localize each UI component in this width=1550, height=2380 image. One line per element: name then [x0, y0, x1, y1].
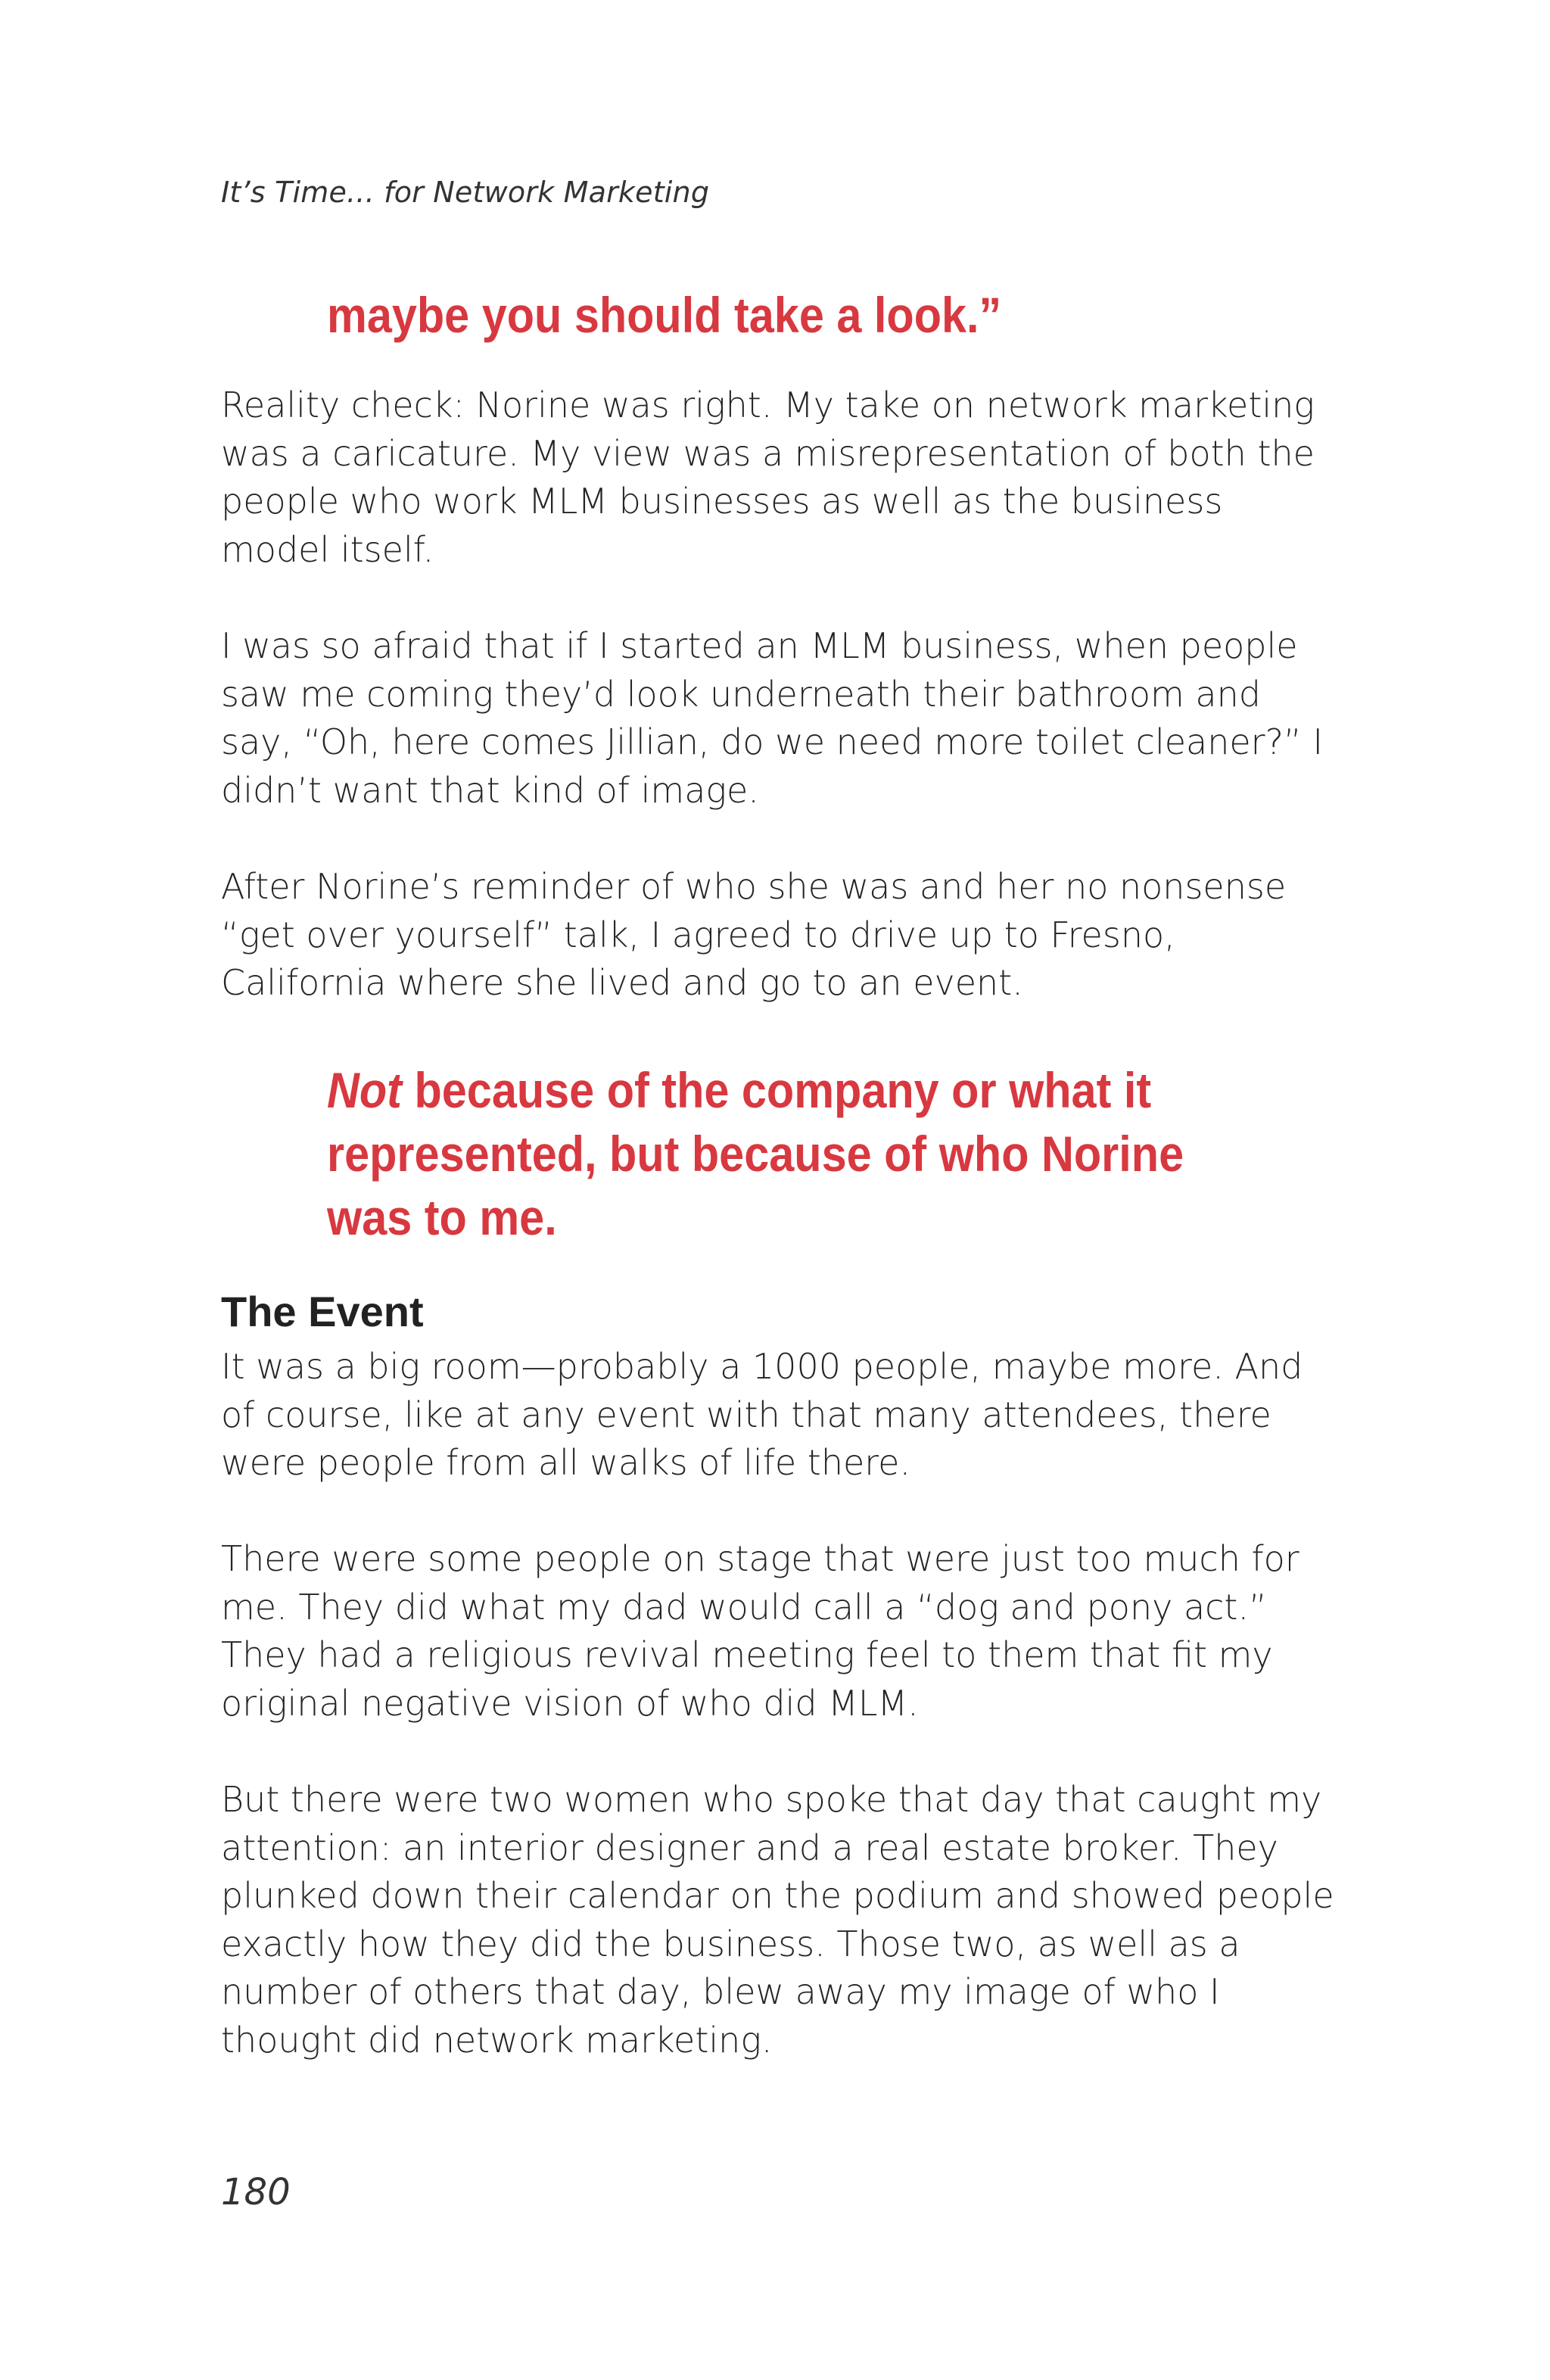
- pull-quote-text: because of the company or what it represented, but because of who Norine was to me.: [327, 1062, 1184, 1245]
- page-number: 180: [221, 2171, 291, 2213]
- paragraph: It was a big room—probably a 1000 people, maybe more. And of course, like at any event with that many attendees, there were people from all walks of life there.: [221, 1346, 1303, 1483]
- paragraph: After Norine’s reminder of who she was and her no nonsense “get over yourself” talk, I agreed to drive up to Fresno, California where she lived and go to an event.: [221, 866, 1287, 1003]
- pull-quote: [327, 1058, 1233, 1249]
- running-head: It’s Time... for Network Marketing: [221, 176, 710, 209]
- paragraph: But there were two women who spoke that day that caught my attention: an interior designer and a real estate broker. They plunked down their calendar on the podium and showed people exactly how they did the business. Those two, as well as a number of others that day, blew away my image of who I thought did network marketing.: [221, 1779, 1334, 2061]
- paragraph: I was so afraid that if I started an MLM business, when people saw me coming they’d look underneath their bathroom and say, “Oh, here comes Jillian, do we need more toilet cleaner?” I didn’t want that kind of image.: [221, 625, 1324, 811]
- pull-quote: maybe you should take a look.”: [327, 287, 1002, 343]
- paragraph: There were some people on stage that were just too much for me. They did what my dad would call a “dog and pony act.” They had a religious revival meeting feel to them that fit my original negative vision of who did MLM.: [221, 1538, 1299, 1724]
- paragraph: Reality check: Norine was right. My take on network marketing was a caricature. My view was a misrepresentation of both the people who work MLM businesses as well as the business model itself.: [221, 385, 1315, 570]
- section-heading: The Event: [221, 1288, 424, 1335]
- pull-quote-emphasis: Not: [327, 1062, 402, 1118]
